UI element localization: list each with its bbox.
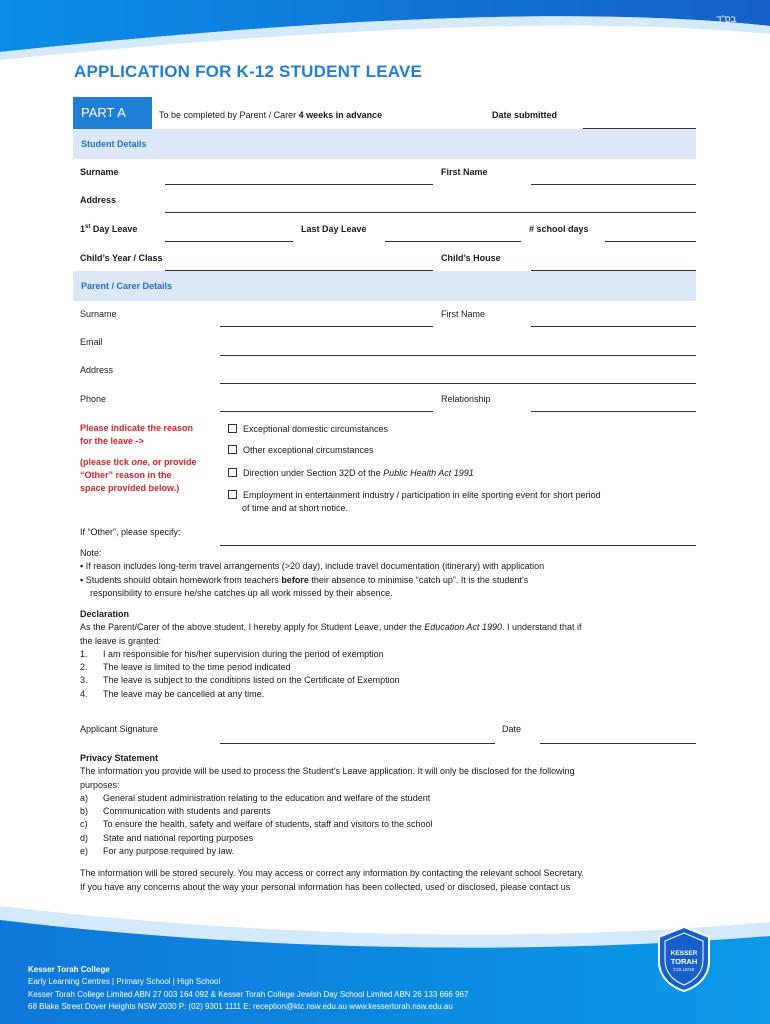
privacy-item [80, 792, 700, 805]
page-title: APPLICATION FOR K-12 STUDENT LEAVE [74, 62, 423, 81]
parent-surname-label: Surname [80, 309, 117, 319]
instruction-bold: 4 weeks in advance [298, 110, 383, 120]
reason-tick-line1 [80, 456, 197, 469]
privacy-intro-line2: purposes: [80, 779, 120, 790]
option-public-health-label: Direction under Section 32D of the [243, 468, 384, 478]
parent-address-field[interactable] [220, 383, 696, 384]
parent-phone-label: Phone [80, 394, 107, 404]
house-label: Child’s House [441, 253, 501, 263]
student-first-name-field[interactable] [531, 184, 696, 185]
student-address-field[interactable] [165, 212, 696, 213]
note-bullet-2-bold: before [281, 574, 309, 585]
parent-phone-field[interactable] [220, 411, 433, 412]
declaration-item-number: 2. [80, 662, 88, 673]
other-specify-field[interactable] [220, 545, 696, 546]
declaration-item [80, 674, 700, 687]
reason-tick-note [80, 456, 197, 495]
declaration-heading: Declaration [80, 609, 130, 619]
signature-date-label: Date [502, 724, 522, 734]
declaration-block [80, 608, 700, 701]
last-day-leave-field[interactable] [385, 241, 521, 242]
reason-tick-line2: “Other” reason in the [80, 470, 172, 480]
first-day-leave-field[interactable] [165, 241, 293, 242]
privacy-closing-2: If you have any concerns about the way your personal information has been collected, used or disclosed, please contact us [80, 881, 571, 892]
declaration-item-text: The leave is subject to the conditions listed on the Certificate of Exemption [103, 675, 400, 686]
note-bullet-1-text: If reason includes long-term travel arrangements (>20 day), include travel documentation (itinerary) with application [85, 561, 545, 572]
declaration-item [80, 688, 700, 701]
declaration-item-number: 4. [80, 688, 88, 699]
footer-line3: Kesser Torah College Limited ABN 27 003 164 092 & Kesser Torah College Jewish Day School Limited ABN 26 133 666 967 [28, 989, 469, 999]
svg-text:COLLEGE: COLLEGE [673, 967, 695, 972]
declaration-item [80, 648, 700, 661]
relationship-label: Relationship [441, 394, 491, 404]
first-day-sup: st [85, 224, 91, 230]
parent-details-heading: Parent / Carer Details [73, 271, 696, 301]
footer-college: Kesser Torah College [28, 965, 110, 974]
first-day-leave-label [80, 224, 137, 234]
option-domestic-label: Exceptional domestic circumstances [243, 424, 389, 434]
tick-em: one [131, 457, 148, 467]
privacy-item [80, 805, 700, 818]
option-domestic[interactable] [228, 424, 388, 434]
signature-date-field[interactable] [540, 743, 696, 744]
hebrew-mark: בס"ד [716, 14, 736, 24]
privacy-item-number: a) [80, 792, 89, 803]
parent-email-label: Email [80, 337, 103, 347]
student-address-label: Address [80, 195, 117, 205]
parent-surname-field[interactable] [220, 326, 433, 327]
checkbox-icon[interactable] [228, 445, 237, 454]
declaration-item-number: 1. [80, 648, 88, 659]
student-details-heading: Student Details [73, 129, 696, 159]
privacy-item-text: State and national reporting purposes [103, 832, 254, 843]
declaration-intro [80, 621, 700, 634]
privacy-item-number: d) [80, 832, 89, 843]
option-employment-label: Employment in entertainment industry / participation in elite sporting event for short period [243, 490, 601, 500]
declaration-intro-pre: As the Parent/Carer of the above student, I hereby apply for Student Leave, under the [80, 622, 425, 633]
privacy-item [80, 818, 700, 831]
tick-post: , or provide [147, 457, 197, 467]
checkbox-icon[interactable] [228, 490, 237, 499]
school-days-label: # school days [529, 224, 589, 234]
privacy-closing-1: The information will be stored securely. You may access or correct any information by contacting the relevant school Secretary. [80, 868, 584, 879]
privacy-block [80, 752, 700, 894]
privacy-item-text: To ensure the health, safety and welfare of students, staff and visitors to the school [103, 819, 433, 830]
privacy-item [80, 845, 700, 858]
note-bullet-2-post: their absence to minimise “catch up”. It is the student’s [308, 574, 529, 585]
checkbox-icon[interactable] [228, 468, 237, 477]
privacy-heading: Privacy Statement [80, 753, 159, 763]
svg-text:KESSER: KESSER [670, 950, 698, 957]
student-first-name-label: First Name [441, 167, 488, 177]
option-employment[interactable] [228, 490, 601, 500]
privacy-item-number: e) [80, 846, 89, 857]
declaration-item-text: The leave is limited to the time period indicated [103, 662, 291, 673]
header-wave [0, 0, 770, 70]
declaration-item-text: The leave may be cancelled at any time. [103, 688, 265, 699]
privacy-item-text: Communication with students and parents [103, 806, 271, 817]
first-day-rest: Day Leave [90, 224, 138, 234]
parent-first-name-label: First Name [441, 309, 486, 319]
note-bullet-2: ▪ Students should obtain homework from teachers before their absence to minimise “catch up”. It is the student’s [80, 574, 529, 585]
education-act: Education Act 1990 [424, 622, 502, 633]
note-bullet-2-line2: responsibility to ensure he/she catches up all work missed by their absence. [90, 587, 393, 598]
part-a-badge: PART A [73, 97, 152, 129]
year-class-label: Child’s Year / Class [80, 253, 163, 263]
parent-first-name-field[interactable] [531, 326, 696, 327]
student-surname-field[interactable] [165, 184, 433, 185]
declaration-item-number: 3. [80, 675, 88, 686]
declaration-intro-post: . I understand that if [501, 622, 582, 633]
parent-email-field[interactable] [220, 355, 696, 356]
note-block [80, 547, 700, 600]
note-bullet-1: ▪ If reason includes long-term travel arrangements (>20 day), include travel documentation (itinerary) with application [80, 561, 545, 572]
parent-address-label: Address [80, 365, 114, 375]
declaration-intro-line2: the leave is granted: [80, 635, 162, 646]
privacy-intro: The information you provide will be used to process the Student’s Leave application. It will only be disclosed for the following [80, 766, 575, 777]
privacy-item-text: For any purpose required by law. [103, 846, 235, 857]
option-employment-line2: of time and at short notice. [242, 503, 349, 513]
reason-prompt-line2: for the leave -> [80, 436, 144, 446]
last-day-leave-label: Last Day Leave [301, 224, 367, 234]
reason-prompt-line1: Please indicate the reason [80, 423, 194, 433]
privacy-item-number: b) [80, 806, 89, 817]
privacy-list [80, 792, 700, 858]
option-other-exceptional[interactable] [228, 445, 374, 455]
privacy-item-text: General student administration relating to the education and welfare of the student [103, 792, 431, 803]
college-crest-icon [655, 925, 713, 993]
signature-label: Applicant Signature [80, 724, 159, 734]
note-label: Note: [80, 548, 102, 558]
footer-text [28, 964, 468, 1013]
tick-pre: (please tick [80, 457, 132, 467]
option-other-label: Other exceptional circumstances [243, 445, 374, 455]
relationship-field[interactable] [531, 411, 696, 412]
note-bullet-2-pre: Students should obtain homework from teachers [85, 574, 282, 585]
footer-line2: Early Learning Centres | Primary School | High School [28, 977, 221, 987]
checkbox-icon[interactable] [228, 424, 237, 433]
signature-field[interactable] [220, 743, 495, 744]
privacy-item-number: c) [80, 819, 88, 830]
svg-text:TORAH: TORAH [670, 957, 698, 966]
footer-line4: 68 Blake Street Dover Heights NSW 2030 P: (02) 9301 1111 E: reception@ktc.nsw.edu.au www.kessertorah.nsw.edu.au [28, 1001, 453, 1011]
date-submitted-label: Date submitted [492, 110, 558, 120]
instruction-text: To be completed by Parent / Carer [159, 110, 299, 120]
reason-tick-line3: space provided below.) [80, 483, 180, 493]
public-health-act: Public Health Act 1991 [383, 468, 474, 478]
student-surname-label: Surname [80, 167, 119, 177]
declaration-list [80, 648, 700, 701]
school-days-field[interactable] [605, 241, 696, 242]
part-a-instruction [159, 110, 382, 120]
reason-prompt [80, 422, 193, 448]
privacy-item [80, 832, 700, 845]
option-public-health[interactable] [228, 468, 474, 478]
declaration-item [80, 661, 700, 674]
declaration-item-text: I am responsible for his/her supervision during the period of exemption [103, 648, 384, 659]
first-day-num: 1 [80, 224, 86, 234]
other-specify-label: If “Other”, please specify: [80, 527, 181, 537]
